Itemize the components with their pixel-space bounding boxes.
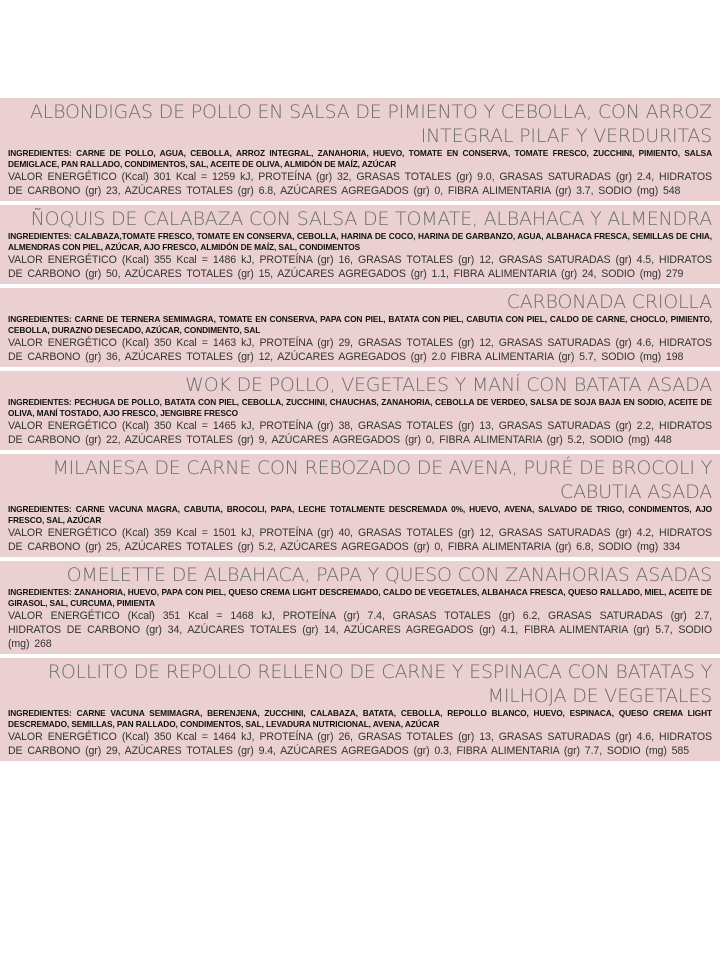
dish-title: ÑOQUIS DE CALABAZA CON SALSA DE TOMATE, ALBAHACA Y ALMENDRA — [30, 208, 712, 230]
dish-title: ROLLITO DE REPOLLO RELLENO DE CARNE Y ESPINACA CON BATATAS Y MILHOJA DE VEGETALES — [47, 661, 712, 707]
dish-nutrition: VALOR ENERGÉTICO (Kcal) 350 Kcal = 1465 kJ, PROTEÍNA (gr) 38, GRASAS TOTALES (gr) 13, GRASAS SATURADAS (gr) 2.2, HIDRATOS DE CARBONO (gr) 22, AZÚCARES TOTALES (gr) 9, AZÚCARES AGREGADOS (gr) 0, FIBRA ALIMENTARIA (gr) 5.2, SODIO (mg) 448 — [8, 420, 712, 446]
dish-title: OMELETTE DE ALBAHACA, PAPA Y QUESO CON ZANAHORIAS ASADAS — [66, 564, 712, 586]
dish-card-wok — [0, 371, 720, 450]
dish-card-milanesa — [0, 454, 720, 557]
dish-ingredients: INGREDIENTES: PECHUGA DE POLLO, BATATA CON PIEL, CEBOLLA, ZUCCHINI, CHAUCHAS, ZANAHORIA, CEBOLLA DE VERDEO, SALSA DE SOJA BAJA EN SODIO, ACEITE DE OLIVA, MANÍ TOSTADO, AJO FRESCO, JENGIBRE FRESCO — [8, 397, 712, 418]
dish-nutrition: VALOR ENERGÉTICO (Kcal) 355 Kcal = 1486 kJ, PROTEÍNA (gr) 16, GRASAS TOTALES (gr) 12, GRASAS SATURADAS (gr) 4.5, HIDRATOS DE CARBONO (gr) 50, AZÚCARES TOTALES (gr) 15, AZÚCARES AGREGADOS (gr) 1.1, FIBRA ALIMENTARIA (gr) 24, SODIO (mg) 279 — [8, 254, 712, 280]
dish-nutrition: VALOR ENERGÉTICO (Kcal) 351 Kcal = 1468 kJ, PROTEÍNA (gr) 7.4, GRASAS TOTALES (gr) 6.2, GRASAS SATURADAS (gr) 2.7, HIDRATOS DE CARBONO (gr) 34, AZÚCARES TOTALES (gr) 14, AZÚCARES AGREGADOS (gr) 4.1, FIBRA ALIMENTARIA (gr) 5.7, SODIO (mg) 268 — [8, 610, 712, 650]
dish-card-albondigas — [0, 98, 720, 201]
dish-ingredients: INGREDIENTES: CALABAZA,TOMATE FRESCO, TOMATE EN CONSERVA, CEBOLLA, HARINA DE COCO, HARINA DE GARBANZO, AGUA, ALBAHACA FRESCA, SEMILLAS DE CHIA, ALMENDRAS CON PIEL, AZÚCAR, AJO FRESCO, ALMIDÓN DE MAÍZ, SAL, CONDIMENTOS — [8, 231, 712, 252]
dish-ingredients: INGREDIENTES: CARNE DE POLLO, AGUA, CEBOLLA, ARROZ INTEGRAL, ZANAHORIA, HUEVO, TOMATE EN CONSERVA, TOMATE FRESCO, ZUCCHINI, PIMIENTO, SALSA DEMIGLACE, PAN RALLADO, CONDIMENTOS, SAL, ACEITE DE OLIVA, ALMIDÓN DE MAÍZ, AZÚCAR — [8, 148, 712, 169]
dish-title: ALBONDIGAS DE POLLO EN SALSA DE PIMIENTO Y CEBOLLA, CON ARROZ INTEGRAL PILAF Y VERDURITAS — [29, 101, 712, 147]
dish-nutrition: VALOR ENERGÉTICO (Kcal) 350 Kcal = 1464 kJ, PROTEÍNA (gr) 26, GRASAS TOTALES (gr) 13, GRASAS SATURADAS (gr) 4.6, HIDRATOS DE CARBONO (gr) 29, AZÚCARES TOTALES (gr) 9.4, AZÚCARES AGREGADOS (gr) 0.3, FIBRA ALIMENTARIA (gr) 7.7, SODIO (mg) 585 — [8, 731, 712, 757]
menu-list — [0, 98, 720, 765]
dish-ingredients: INGREDIENTES: ZANAHORIA, HUEVO, PAPA CON PIEL, QUESO CREMA LIGHT DESCREMADO, CALDO DE VEGETALES, ALBAHACA FRESCA, QUESO RALLADO, MIEL, ACEITE DE GIRASOL, SAL, CURCUMA, PIMIENTA — [8, 587, 712, 608]
dish-ingredients: INGREDIENTES: CARNE DE TERNERA SEMIMAGRA, TOMATE EN CONSERVA, PAPA CON PIEL, BATATA CON PIEL, CABUTIA CON PIEL, CALDO DE CARNE, CHOCLO, PIMIENTO, CEBOLLA, DURAZNO DESECADO, AZÚCAR, CONDIMENTO, SAL — [8, 314, 712, 335]
dish-card-rollito — [0, 658, 720, 761]
dish-nutrition: VALOR ENERGÉTICO (Kcal) 359 Kcal = 1501 kJ, PROTEÍNA (gr) 40, GRASAS TOTALES (gr) 12, GRASAS SATURADAS (gr) 4.2, HIDRATOS DE CARBONO (gr) 25, AZÚCARES TOTALES (gr) 5.2, AZÚCARES AGREGADOS (gr) 0, FIBRA ALIMENTARIA (gr) 6.8, SODIO (mg) 334 — [8, 527, 712, 553]
dish-nutrition: VALOR ENERGÉTICO (Kcal) 301 Kcal = 1259 kJ, PROTEÍNA (gr) 32, GRASAS TOTALES (gr) 9.0, GRASAS SATURADAS (gr) 2.4, HIDRATOS DE CARBONO (gr) 23, AZÚCARES TOTALES (gr) 6.8, AZÚCARES AGREGADOS (gr) 0, FIBRA ALIMENTARIA (gr) 3.7, SODIO (mg) 548 — [8, 171, 712, 197]
dish-card-carbonada — [0, 288, 720, 367]
dish-nutrition: VALOR ENERGÉTICO (Kcal) 350 Kcal = 1463 kJ, PROTEÍNA (gr) 29, GRASAS TOTALES (gr) 12, GRASAS SATURADAS (gr) 4.6, HIDRATOS DE CARBONO (gr) 36, AZÚCARES TOTALES (gr) 12, AZÚCARES AGREGADOS (gr) 2.0 FIBRA ALIMENTARIA (gr) 5.7, SODIO (mg) 198 — [8, 337, 712, 363]
dish-ingredients: INGREDIENTES: CARNE VACUNA MAGRA, CABUTIA, BROCOLI, PAPA, LECHE TOTALMENTE DESCREMADA 0%, HUEVO, AVENA, SALVADO DE TRIGO, CONDIMENTOS, AJO FRESCO, SAL, AZÚCAR — [8, 504, 712, 525]
dish-ingredients: INGREDIENTES: CARNE VACUNA SEMIMAGRA, BERENJENA, ZUCCHINI, CALABAZA, BATATA, CEBOLLA, REPOLLO BLANCO, HUEVO, ESPINACA, QUESO CREMA LIGHT DESCREMADO, SEMILLAS, PAN RALLADO, CONDIMENTOS, SAL, LEVADURA NUTRICIONAL, AVENA, AZÚCAR — [8, 708, 712, 729]
dish-title: WOK DE POLLO, VEGETALES Y MANÍ CON BATATA ASADA — [185, 374, 712, 396]
dish-title: MILANESA DE CARNE CON REBOZADO DE AVENA, PURÉ DE BROCOLI Y CABUTIA ASADA — [52, 457, 712, 503]
dish-title: CARBONADA CRIOLLA — [506, 291, 712, 313]
dish-card-noquis — [0, 205, 720, 284]
dish-card-omelette — [0, 561, 720, 654]
